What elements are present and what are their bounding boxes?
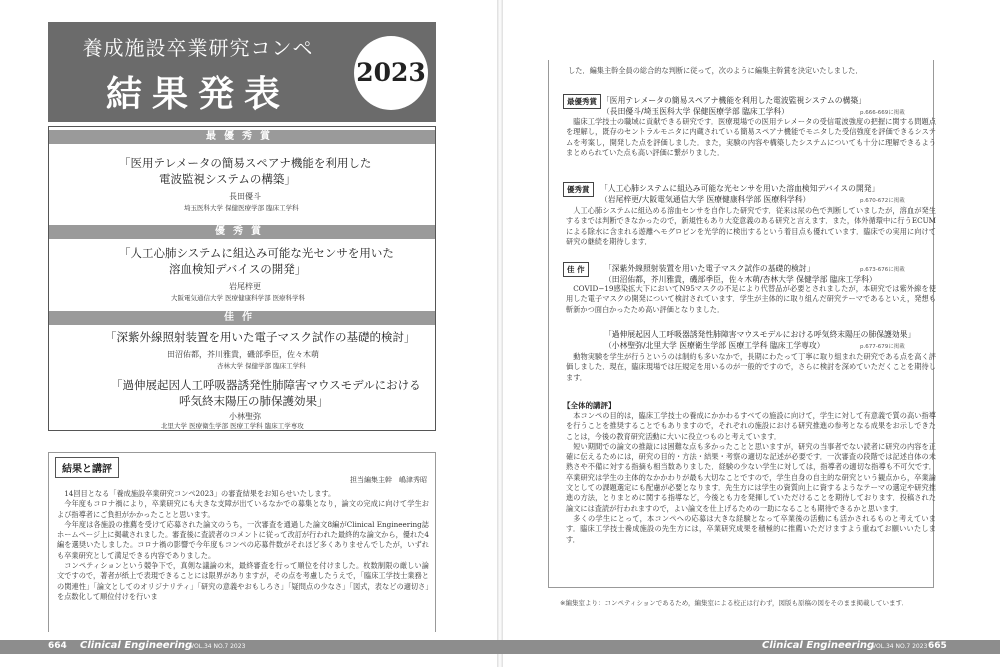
top-award-band: 最優秀賞	[49, 130, 435, 144]
entry-author-good-b: （小林聖弥/北里大学 医療衛生学部 医療工学科 臨床工学専攻）	[604, 341, 825, 350]
good-award-b-title-line2: 呼気終末陽圧の肺保護効果」	[179, 394, 329, 408]
excellent-award-affiliation: 大阪電気通信大学 医療健康科学部 医療科学科	[171, 294, 306, 302]
good-award-b-title-line1: 「過伸展起因人工呼吸器誘発性肺障害マウスモデルにおける	[111, 378, 421, 392]
review-label: 結果と講評	[55, 457, 119, 478]
entry-body-text: COVID−19感染拡大下においてN95マスクの不足により代替品が必要とされましたが，本研究では紫外線を使用した電子マスクの開発について検討されています．学生が主体的に取り組んだ研究テーマであるといえ，発想も斬新かつ面白かったため高い評価となりました．	[566, 284, 936, 314]
review-body	[57, 489, 429, 602]
results-header	[48, 22, 436, 122]
entry-body-text: 動物実験を学生が行うというのは制約も多いなかで，長期にわたって丁寧に取り組まれた研究である点を高く評価しました．現在，臨床現場では圧規定を用いるのが一般的ですので，さらに検討を深めていただくことを期待します．	[566, 352, 936, 382]
review-paragraph: 今年度は各施設の推薦を受けて応募された論文のうち，一次審査を通過した論文8編がClinical Engineering誌ホームページ上に掲載されました。審査後に査読者のコメントに従って改訂が行われた最終的な論文から，優れた4編を選奨いたしました。コロナ禍の影響で今年度もコンペの応募件数がそれほど多くありませんでしたが，いずれも卒業研究として満足できる内容でありました。	[57, 519, 429, 560]
entry-body-top	[566, 117, 936, 158]
right-footer	[500, 640, 1000, 654]
entry-body-good-a	[566, 284, 936, 315]
left-footer	[0, 640, 500, 654]
good-award-a-names: 田沼佑都，芥川雅貴，磯部季臣，佐々木萌	[167, 350, 319, 359]
entry-body-text: 臨床工学技士の職域に貢献できる研究です．医療現場での医用テレメータの受信電波強度の把握に関する問題点を理解し，既存のセントラルモニタに内蔵されている簡易スペアナ機能でモニタした受信強度を評価できるシステムを考案し，開発した点を評価しました．また，実験の内容や構築したシステムについても十分に理解できるようまとめられていた点も高い評価に繋がりました．	[566, 117, 936, 157]
entry-author-top: （長田優斗/埼玉医科大学 保健医療学部 臨床工学科）	[602, 107, 789, 116]
entry-ref-good-a: p.673-676に掲載	[860, 267, 905, 273]
left-volume: VOL.34 NO.7 2023	[190, 643, 246, 650]
review-paragraph: コンペティションという競争下で，真剣な議論の末，最終審査を行って順位を付けました。枚数制限の厳しい論文ですので，著者が紙上で表現できることには限界がありますが，その点を考慮したうえで，「臨床工学技士業務との関連性」「論文としてのオリジナリティ」「研究の意義やおもしろさ」「疑問点の少なさ」「図式，表などの適切さ」を点数化して順位付けを行いま	[57, 561, 429, 601]
review-paragraph: 今年度もコロナ禍により，卒業研究にも大きな支障が出ているなかでの募集となり，論文の完成に向けて学生および指導者にご負担がかかったことと思います。	[57, 499, 429, 519]
entry-tag-excellent: 優秀賞	[563, 182, 594, 197]
review-signature: 担当編集主幹 嶋津秀昭	[350, 476, 427, 484]
entry-author-excellent: （岩尾梓更/大阪電気通信大学 医療健康科学部 医療科学科）	[600, 195, 811, 204]
entry-title-top: 「医用テレメータの簡易スペアナ機能を利用した電波監視システムの構築」	[602, 96, 866, 105]
entry-body-good-b	[566, 352, 936, 383]
excellent-award-name: 岩尾梓更	[229, 282, 261, 291]
entry-author-good-a: （田沼佑都，芥川雅貴，磯部季臣，佐々木萌/杏林大学 保健学部 臨床工学科）	[604, 275, 877, 284]
excellent-award-band: 優秀賞	[49, 225, 435, 239]
entry-body-excellent	[566, 206, 936, 247]
entry-ref-top: p.666-669に掲載	[860, 110, 905, 116]
overall-paragraph: 本コンペの目的は，臨床工学技士の養成にかかわるすべての施設に向けて，学生に対して有意義で質の高い指導を行うことを推奨することでもありますので，それぞれの施設における研究推進の参考となる成果をお示しできたことは，今後の教育研究活動に大いに役立つものと考えています．	[566, 411, 936, 441]
good-award-band: 佳作	[49, 311, 435, 325]
editor-note: ※編集室より：コンペティションであるため，編集室による校正は行わず，図版も原稿の図をそのまま掲載しています．	[560, 599, 908, 607]
awards-box	[48, 126, 436, 431]
entry-tag-good-a: 佳 作	[563, 262, 589, 277]
header-main-title: 結果発表	[105, 74, 290, 115]
overall-paragraph: 多くの学生にとって，本コンペへの応募は大きな経験となって卒業後の活動にも活かされるものと考えています．臨床工学技士養成施設の先生方には，卒業研究成果を積極的に推薦いただけますよう重ねてお願いいたします．	[566, 513, 936, 544]
overall-paragraph: 短い期間での論文の推敲には困難な点も多かったことと思いますが，研究の当事者でない読者に研究の内容を正確に伝えるためには，研究の目的・方法・結果・考察の適切な記述が必要です．一次審査の段階では記述自体の未熟さや不備に対する指摘も相当数ありました．経験の少ない学生に対しては，指導者の適切な指導も不可欠です．卒業研究は学生の主体的なかかわりが最も大切なことですので，学生自身の自主的な研究という観点から，卒業論文としての課題選定にも配慮が必要となります．先生方には学生の資質向上に資するようなテーマの選定や研究推進の方法，とりまとめに関する指導など，今後とも力を発揮していただけることを期待しております．投稿された論文には査読が行われますので，よい論文を仕上げるための一助になることも期待できるかと思います．	[566, 441, 936, 513]
top-award-affiliation: 埼玉医科大学 保健医療学部 臨床工学科	[184, 204, 299, 212]
excellent-award-title-line2: 溶血検知デバイスの開発」	[169, 262, 307, 276]
left-page-number: 664	[48, 641, 67, 651]
top-award-title-line1: 「医用テレメータの簡易スペアナ機能を利用した	[119, 156, 372, 170]
entry-title-excellent: 「人工心肺システムに組込み可能な光センサを用いた溶血検知デバイスの開発」	[600, 184, 880, 193]
top-award-name: 長田優斗	[229, 192, 261, 201]
good-award-b-name: 小林聖弥	[229, 412, 261, 421]
right-page-number: 665	[928, 641, 947, 651]
overall-review-label: 【全体的講評】	[563, 401, 616, 410]
page-gutter	[497, 0, 503, 667]
review-paragraph: 14回目となる「養成施設卒業研究コンペ2023」の審査結果をお知らせいたします。	[64, 489, 336, 498]
year-badge: 2023	[354, 36, 428, 110]
entry-ref-excellent: p.670-672に掲載	[860, 198, 905, 204]
entry-tag-top: 最優秀賞	[563, 94, 601, 109]
good-award-b-affiliation: 北里大学 医療衛生学部 医療工学科 臨床工学専攻	[161, 422, 304, 430]
entry-ref-good-b: p.677-679に掲載	[860, 344, 905, 350]
excellent-award-title-line1: 「人工心肺システムに組込み可能な光センサを用いた	[119, 246, 394, 260]
good-award-a-title: 「深紫外線照射装置を用いた電子マスク試作の基礎的検討」	[105, 330, 416, 344]
review-section	[48, 452, 436, 632]
right-volume: VOL.34 NO.7 2023	[872, 643, 928, 650]
right-magazine-name: Clinical Engineering	[762, 640, 875, 651]
entry-title-good-b: 「過伸展起因人工呼吸器誘発性肺障害マウスモデルにおける呼気終末陽圧の肺保護効果」	[604, 330, 916, 339]
entry-title-good-a: 「深紫外線照射装置を用いた電子マスク試作の基礎的検討」	[604, 264, 815, 273]
left-magazine-name: Clinical Engineering	[80, 640, 193, 651]
overall-review-body	[566, 411, 936, 545]
header-title: 養成施設卒業研究コンペ	[82, 36, 314, 60]
top-award-title-line2: 電波監視システムの構築」	[159, 172, 296, 186]
entry-body-text: 人工心肺システムに組込める溶血センサを自作した研究です．従来は尿の色で判断していましたが，溶血が発生するまでは判断できなかったので，新規性もあり大変意義のある研究と言えます．また，体外循環中に行うECUMによる除水に含まれる遊離ヘモグロビンを光学的に検出するという着目点も優れています．臨床での実用に向けて研究の継続を期待します．	[566, 206, 936, 246]
good-award-a-affiliation: 杏林大学 保健学部 臨床工学科	[217, 362, 306, 370]
right-intro: した．編集主幹全員の総合的な判断に従って，次のように編集主幹賞を決定いたしました．	[568, 66, 863, 75]
